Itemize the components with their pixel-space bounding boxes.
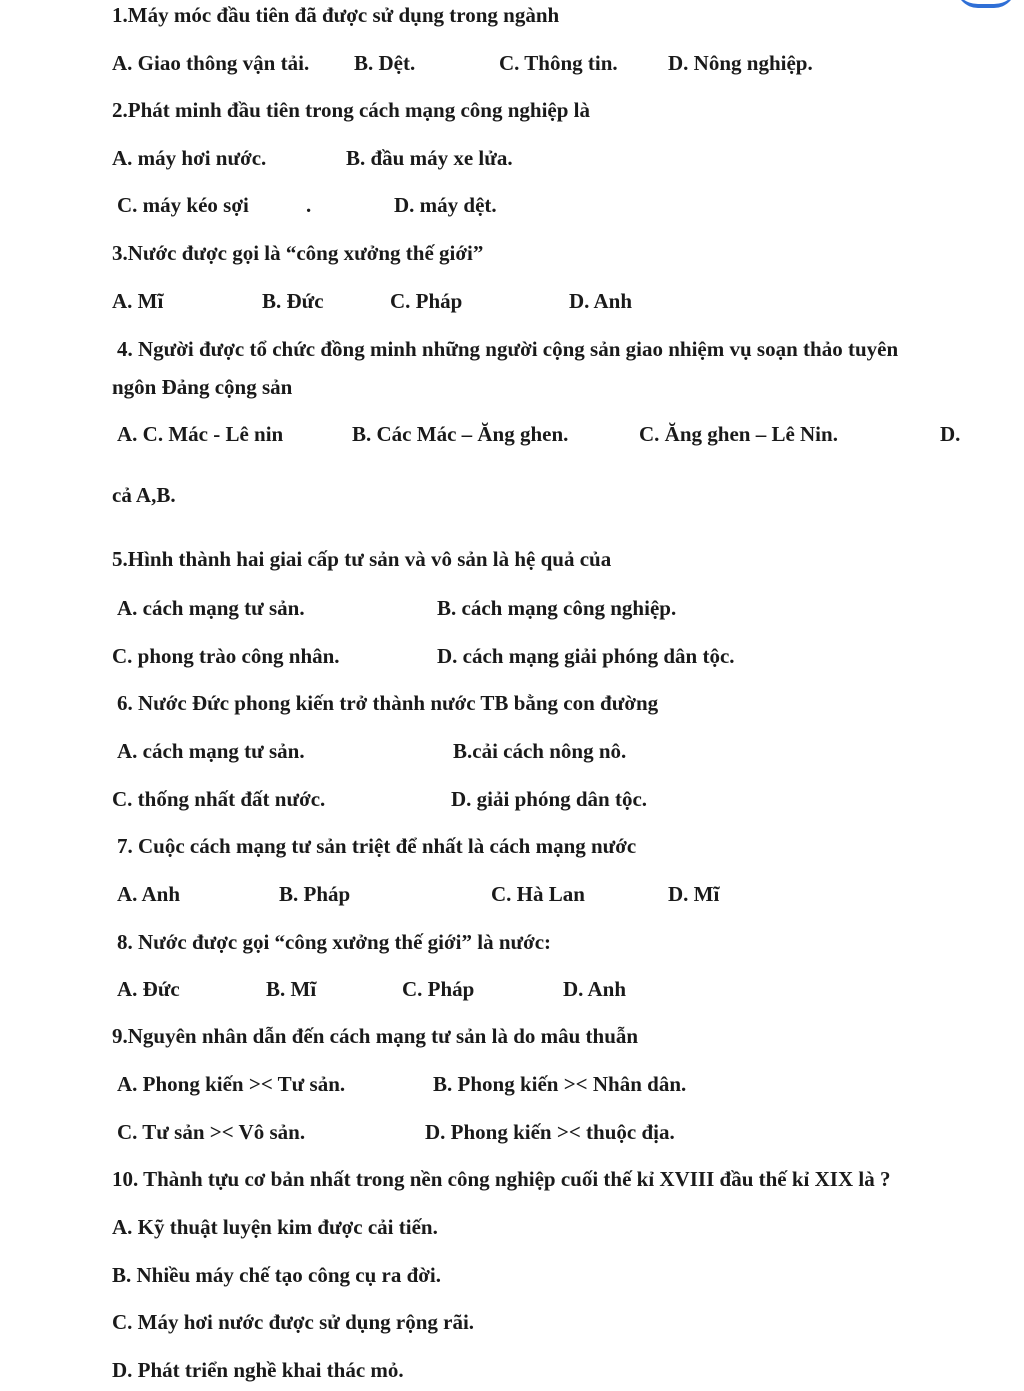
q3-option-c: C. Pháp (390, 289, 463, 313)
q8-option-b: B. Mĩ (266, 977, 317, 1001)
q7-option-a: A. Anh (117, 882, 181, 906)
question-1: 1.Máy móc đầu tiên đã được sử dụng trong ngành (112, 3, 560, 27)
q3-option-d: D. Anh (569, 289, 633, 313)
corner-decoration (956, 0, 1016, 8)
question-10: 10. Thành tựu cơ bản nhất trong nền công nghiệp cuối thế kỉ XVIII đầu thế kỉ XIX là ? (112, 1167, 891, 1191)
q5-option-b: B. cách mạng công nghiệp. (437, 596, 677, 620)
q2-option-b: B. đầu máy xe lửa. (346, 146, 513, 170)
q10-option-c: C. Máy hơi nước được sử dụng rộng rãi. (112, 1310, 475, 1334)
q3-option-a: A. Mĩ (112, 289, 164, 313)
q10-option-a: A. Kỹ thuật luyện kim được cải tiến. (112, 1215, 438, 1239)
q6-option-b: B.cải cách nông nô. (453, 739, 627, 763)
q8-option-c: C. Pháp (402, 977, 475, 1001)
question-5: 5.Hình thành hai giai cấp tư sản và vô sản là hệ quả của (112, 547, 612, 571)
question-4-cont: ngôn Đảng cộng sản (112, 375, 293, 399)
q9-option-d: D. Phong kiến >< thuộc địa. (425, 1120, 675, 1144)
q1-option-a: A. Giao thông vận tải. (112, 51, 310, 75)
q8-option-a: A. Đức (117, 977, 180, 1001)
question-8: 8. Nước được gọi “công xưởng thế giới” là nước: (117, 930, 552, 954)
q2-option-d: D. máy dệt. (394, 193, 497, 217)
q4-option-a: A. C. Mác - Lê nin (117, 422, 284, 446)
question-6: 6. Nước Đức phong kiến trở thành nước TB bằng con đường (117, 691, 659, 715)
q9-option-a: A. Phong kiến >< Tư sản. (117, 1072, 346, 1096)
q5-option-d: D. cách mạng giải phóng dân tộc. (437, 644, 735, 668)
q6-option-d: D. giải phóng dân tộc. (451, 787, 648, 811)
q5-option-c: C. phong trào công nhân. (112, 644, 340, 668)
q9-option-b: B. Phong kiến >< Nhân dân. (433, 1072, 687, 1096)
question-3: 3.Nước được gọi là “công xưởng thế giới” (112, 241, 484, 265)
q2-option-a: A. máy hơi nước. (112, 146, 267, 170)
q4-option-c: C. Ăng ghen – Lê Nin. (639, 422, 838, 446)
q4-option-b: B. Các Mác – Ăng ghen. (352, 422, 569, 446)
q1-option-c: C. Thông tin. (499, 51, 618, 75)
q2-option-c: C. máy kéo sợi (117, 193, 249, 217)
q3-option-b: B. Đức (262, 289, 324, 313)
q9-option-c: C. Tư sản >< Vô sản. (117, 1120, 306, 1144)
q6-option-c: C. thống nhất đất nước. (112, 787, 326, 811)
question-2: 2.Phát minh đầu tiên trong cách mạng công nghiệp là (112, 98, 591, 122)
q10-option-d: D. Phát triển nghề khai thác mỏ. (112, 1358, 404, 1382)
q7-option-c: C. Hà Lan (491, 882, 585, 906)
q4-option-d-cont: cả A,B. (112, 483, 176, 507)
question-9: 9.Nguyên nhân dẫn đến cách mạng tư sản là do mâu thuẫn (112, 1024, 639, 1048)
q1-option-b: B. Dệt. (354, 51, 416, 75)
question-4: 4. Người được tổ chức đồng minh những người cộng sản giao nhiệm vụ soạn thảo tuyên (117, 337, 899, 361)
q6-option-a: A. cách mạng tư sản. (117, 739, 305, 763)
q2-stray-dot: . (306, 193, 312, 217)
q8-option-d: D. Anh (563, 977, 627, 1001)
question-7: 7. Cuộc cách mạng tư sản triệt để nhất là cách mạng nước (117, 834, 637, 858)
q10-option-b: B. Nhiều máy chế tạo công cụ ra đời. (112, 1263, 441, 1287)
q7-option-d: D. Mĩ (668, 882, 720, 906)
q5-option-a: A. cách mạng tư sản. (117, 596, 305, 620)
q1-option-d: D. Nông nghiệp. (668, 51, 813, 75)
q4-option-d: D. (940, 422, 961, 446)
q7-option-b: B. Pháp (279, 882, 351, 906)
